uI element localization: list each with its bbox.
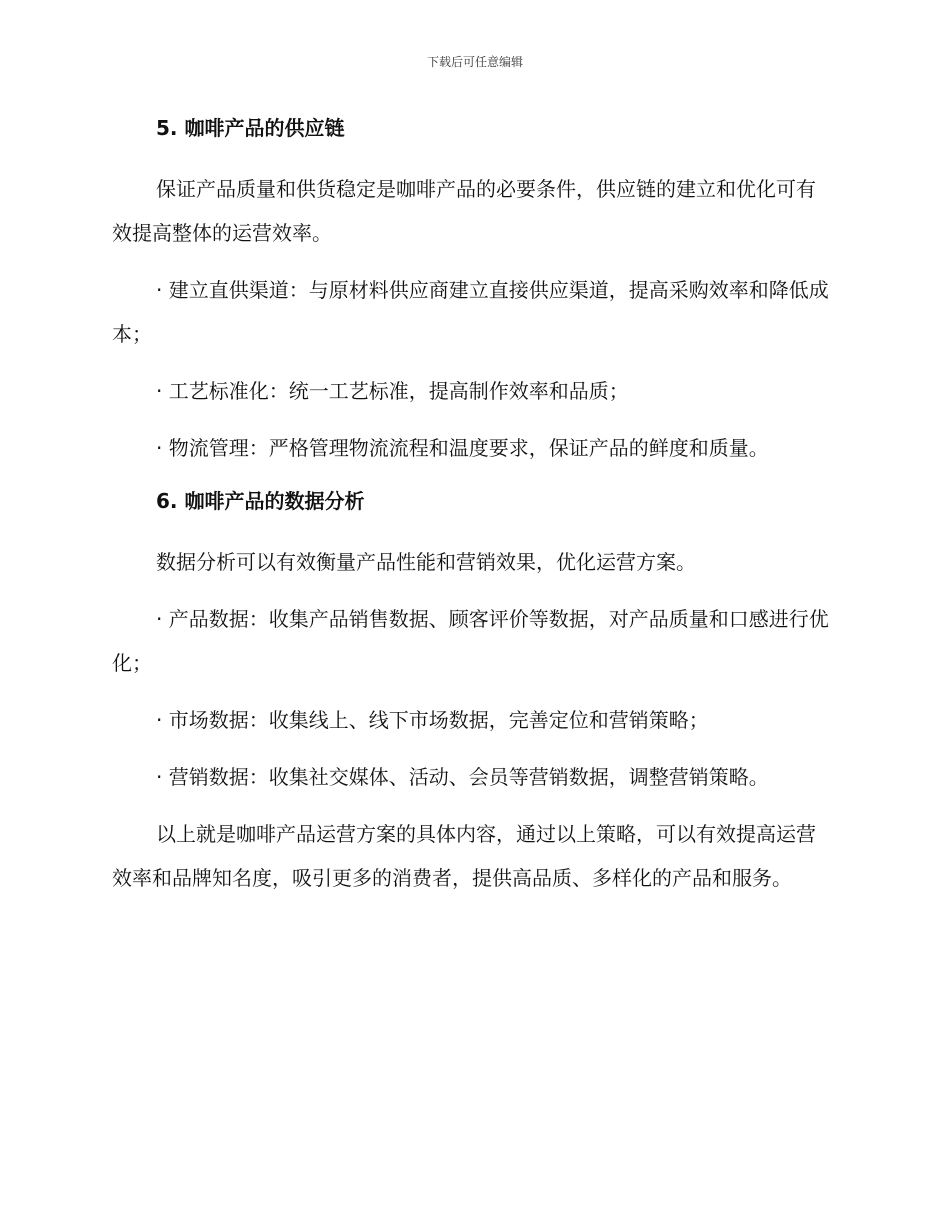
bullet-logistics-management: · 物流管理：严格管理物流流程和温度要求，保证产品的鲜度和质量。	[156, 436, 769, 460]
bullet-market-data: · 市场数据：收集线上、线下市场数据，完善定位和营销策略；	[156, 708, 709, 732]
bullet-marketing-data: · 营销数据：收集社交媒体、活动、会员等营销数据，调整营销策略。	[156, 765, 769, 789]
bullet-process-standardization: · 工艺标准化：统一工艺标准，提高制作效率和品质；	[156, 379, 629, 403]
paragraph-data-analysis-intro: 数据分析可以有效衡量产品性能和营销效果，优化运营方案。	[156, 550, 696, 574]
paragraph-supply-chain-intro: 保证产品质量和供货稳定是咖啡产品的必要条件，供应链的建立和优化可有效提高整体的运营效率。	[112, 177, 816, 245]
bullet-product-data: · 产品数据：收集产品销售数据、顾客评价等数据，对产品质量和口感进行优化；	[112, 607, 829, 675]
paragraph-conclusion: 以上就是咖啡产品运营方案的具体内容，通过以上策略，可以有效提高运营效率和品牌知名度，吸引更多的消费者，提供高品质、多样化的产品和服务。	[112, 822, 816, 890]
bullet-direct-supply: · 建立直供渠道：与原材料供应商建立直接供应渠道，提高采购效率和降低成本；	[112, 278, 829, 346]
section-heading-data-analysis: 6. 咖啡产品的数据分析	[156, 489, 365, 513]
section-heading-supply-chain: 5. 咖啡产品的供应链	[156, 116, 345, 140]
header-note: 下载后可任意编辑	[426, 55, 523, 69]
document-body	[112, 110, 832, 913]
